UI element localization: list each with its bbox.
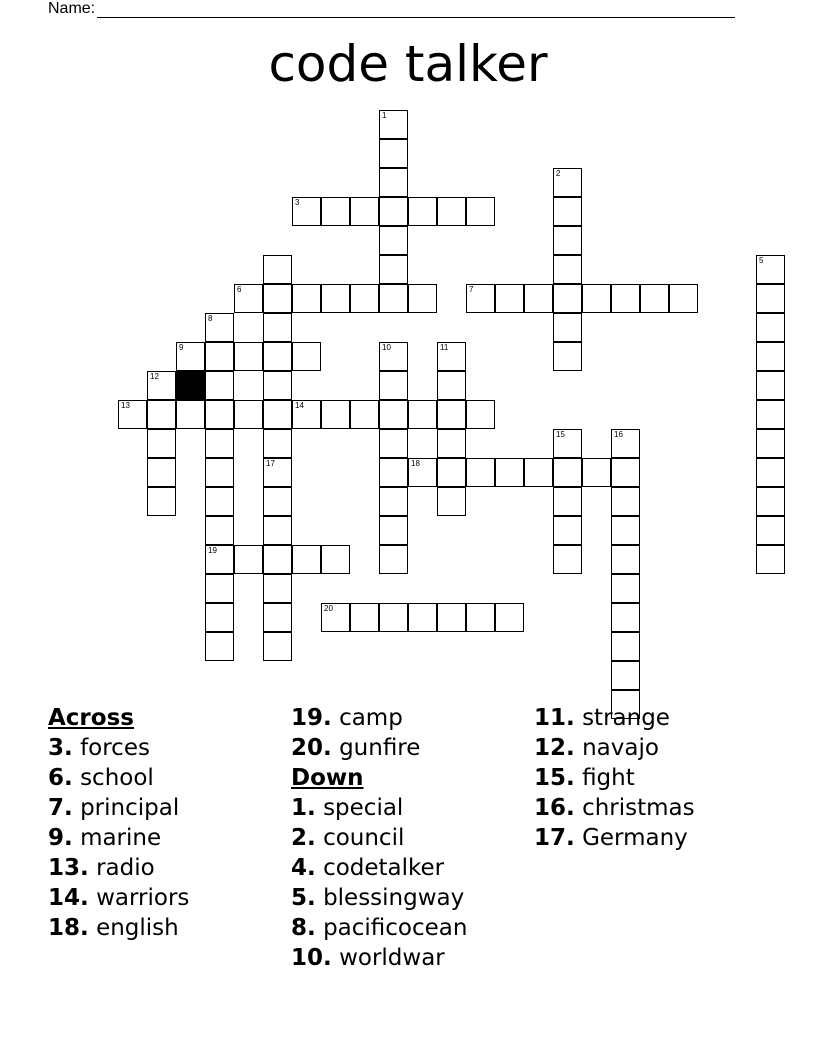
grid-cell[interactable] — [611, 545, 640, 574]
grid-cell[interactable] — [495, 458, 524, 487]
grid-cell[interactable] — [176, 400, 205, 429]
grid-cell[interactable] — [466, 458, 495, 487]
clue-text: forces — [80, 735, 150, 761]
grid-cell[interactable] — [495, 603, 524, 632]
grid-cell[interactable] — [147, 487, 176, 516]
clue-number: 1 — [382, 111, 387, 120]
clue-number: 6 — [237, 285, 242, 294]
grid-cell[interactable] — [263, 313, 292, 342]
clue-text: school — [80, 765, 154, 791]
clue-label-number: 1. — [291, 795, 316, 821]
clue-text: blessingway — [323, 885, 465, 911]
grid-cell[interactable] — [437, 371, 466, 400]
clue-number: 14 — [295, 401, 304, 410]
grid-cell[interactable] — [611, 516, 640, 545]
grid-cell[interactable] — [524, 458, 553, 487]
clue-text: gunfire — [339, 735, 421, 761]
grid-cell[interactable] — [553, 458, 582, 487]
grid-cell[interactable] — [147, 400, 176, 429]
down-clue — [534, 703, 695, 733]
down-clue — [291, 913, 467, 943]
clue-label-number: 12. — [534, 735, 575, 761]
grid-cell[interactable] — [611, 284, 640, 313]
grid-cell[interactable] — [205, 429, 234, 458]
grid-cell[interactable] — [437, 603, 466, 632]
clue-text: warriors — [96, 885, 190, 911]
grid-cell[interactable] — [205, 574, 234, 603]
grid-cell[interactable] — [466, 284, 495, 313]
clue-number: 17 — [266, 459, 275, 468]
grid-cell[interactable] — [263, 516, 292, 545]
grid-cell[interactable] — [553, 487, 582, 516]
grid-cell[interactable] — [292, 400, 321, 429]
grid-cell[interactable] — [234, 342, 263, 371]
grid-cell[interactable] — [205, 313, 234, 342]
grid-cell[interactable] — [234, 400, 263, 429]
grid-cell[interactable] — [234, 545, 263, 574]
grid-cell[interactable] — [611, 603, 640, 632]
grid-cell[interactable] — [379, 168, 408, 197]
grid-cell[interactable] — [437, 429, 466, 458]
grid-cell[interactable] — [292, 342, 321, 371]
grid-cell[interactable] — [756, 516, 785, 545]
grid-cell[interactable] — [756, 371, 785, 400]
across-clue — [291, 703, 467, 733]
clue-label-number: 6. — [48, 765, 73, 791]
across-clue — [48, 883, 189, 913]
grid-cell[interactable] — [437, 342, 466, 371]
across-clue — [48, 793, 189, 823]
grid-cell[interactable] — [205, 603, 234, 632]
grid-cell[interactable] — [379, 139, 408, 168]
grid-cell[interactable] — [582, 284, 611, 313]
grid-cell[interactable] — [205, 487, 234, 516]
clue-column-3 — [534, 703, 695, 853]
grid-cell[interactable] — [553, 284, 582, 313]
grid-cell[interactable] — [582, 458, 611, 487]
grid-cell[interactable] — [553, 516, 582, 545]
grid-cell[interactable] — [756, 487, 785, 516]
grid-cell[interactable] — [756, 255, 785, 284]
down-clue — [291, 853, 467, 883]
grid-cell[interactable] — [263, 632, 292, 661]
clue-number: 7 — [469, 285, 474, 294]
grid-cell[interactable] — [263, 458, 292, 487]
grid-cell[interactable] — [379, 603, 408, 632]
grid-cell[interactable] — [553, 429, 582, 458]
grid-cell[interactable] — [611, 429, 640, 458]
grid-cell[interactable] — [205, 342, 234, 371]
clue-label-number: 2. — [291, 825, 316, 851]
clue-number: 18 — [411, 459, 420, 468]
grid-cell[interactable] — [147, 429, 176, 458]
clue-label-number: 11. — [534, 705, 575, 731]
clue-text: christmas — [582, 795, 695, 821]
grid-cell[interactable] — [205, 371, 234, 400]
grid-cell[interactable] — [756, 342, 785, 371]
grid-cell[interactable] — [263, 487, 292, 516]
grid-cell[interactable] — [263, 342, 292, 371]
grid-cell[interactable] — [611, 632, 640, 661]
grid-cell[interactable] — [553, 313, 582, 342]
down-clue — [291, 943, 467, 973]
grid-cell[interactable] — [350, 284, 379, 313]
grid-cell[interactable] — [756, 458, 785, 487]
clue-text: principal — [80, 795, 180, 821]
down-clue — [534, 763, 695, 793]
grid-cell[interactable] — [756, 400, 785, 429]
clue-label-number: 19. — [291, 705, 332, 731]
grid-cell[interactable] — [350, 603, 379, 632]
down-heading: Down — [291, 765, 364, 791]
grid-cell[interactable] — [321, 545, 350, 574]
grid-cell[interactable] — [205, 545, 234, 574]
grid-cell[interactable] — [263, 400, 292, 429]
clue-label-number: 13. — [48, 855, 89, 881]
clue-text: fight — [582, 765, 635, 791]
grid-cell[interactable] — [553, 342, 582, 371]
clue-text: english — [96, 915, 179, 941]
grid-cell[interactable] — [437, 400, 466, 429]
across-clue — [48, 913, 189, 943]
grid-cell[interactable] — [466, 197, 495, 226]
grid-cell[interactable] — [147, 458, 176, 487]
grid-cell[interactable] — [611, 458, 640, 487]
page-title: code talker — [268, 35, 548, 93]
down-clue — [291, 823, 467, 853]
grid-cell[interactable] — [524, 284, 553, 313]
grid-cell[interactable] — [553, 226, 582, 255]
clue-label-number: 3. — [48, 735, 73, 761]
grid-cell[interactable] — [379, 371, 408, 400]
clue-number: 5 — [759, 256, 764, 265]
grid-cell[interactable] — [756, 284, 785, 313]
grid-cell[interactable] — [379, 400, 408, 429]
clue-number: 3 — [295, 198, 300, 207]
grid-cell[interactable] — [234, 284, 263, 313]
grid-cell[interactable] — [292, 197, 321, 226]
clue-column-1 — [48, 703, 189, 943]
grid-cell[interactable] — [205, 400, 234, 429]
clue-number: 12 — [150, 372, 159, 381]
clue-label-number: 20. — [291, 735, 332, 761]
grid-cell[interactable] — [379, 284, 408, 313]
down-clue — [534, 793, 695, 823]
across-clue — [291, 733, 467, 763]
grid-cell[interactable] — [292, 284, 321, 313]
grid-cell[interactable] — [379, 226, 408, 255]
clue-text: special — [323, 795, 404, 821]
across-clue — [48, 733, 189, 763]
grid-cell[interactable] — [408, 603, 437, 632]
clue-label-number: 10. — [291, 945, 332, 971]
grid-cell[interactable] — [321, 400, 350, 429]
clue-text: strange — [582, 705, 670, 731]
grid-cell[interactable] — [321, 284, 350, 313]
grid-cell[interactable] — [321, 197, 350, 226]
grid-cell[interactable] — [553, 255, 582, 284]
grid-cell[interactable] — [640, 284, 669, 313]
clue-label-number: 15. — [534, 765, 575, 791]
grid-cell[interactable] — [379, 487, 408, 516]
grid-cell[interactable] — [553, 545, 582, 574]
clue-text: codetalker — [323, 855, 445, 881]
clue-text: navajo — [582, 735, 659, 761]
down-clue — [534, 733, 695, 763]
clue-number: 20 — [324, 604, 333, 613]
clue-label-number: 8. — [291, 915, 316, 941]
grid-cell[interactable] — [756, 545, 785, 574]
grid-cell[interactable] — [669, 284, 698, 313]
grid-cell[interactable] — [611, 574, 640, 603]
clue-number: 13 — [121, 401, 130, 410]
name-label: Name: — [48, 0, 96, 17]
clue-text: worldwar — [339, 945, 445, 971]
grid-cell[interactable] — [437, 487, 466, 516]
clue-label-number: 4. — [291, 855, 316, 881]
grid-cell[interactable] — [408, 197, 437, 226]
grid-cell[interactable] — [379, 255, 408, 284]
grid-cell[interactable] — [176, 342, 205, 371]
clue-number: 11 — [440, 343, 449, 352]
clue-label-number: 16. — [534, 795, 575, 821]
grid-cell[interactable] — [263, 545, 292, 574]
grid-cell[interactable] — [437, 197, 466, 226]
grid-cell[interactable] — [205, 516, 234, 545]
clue-number: 9 — [179, 343, 184, 352]
clue-number: 2 — [556, 169, 561, 178]
grid-cell[interactable] — [379, 458, 408, 487]
grid-cell[interactable] — [147, 371, 176, 400]
grid-cell[interactable] — [263, 429, 292, 458]
grid-cell[interactable] — [379, 197, 408, 226]
across-heading: Across — [48, 705, 134, 731]
grid-cell[interactable] — [466, 603, 495, 632]
across-clue — [48, 853, 189, 883]
clue-label-number: 18. — [48, 915, 89, 941]
grid-cell[interactable] — [379, 429, 408, 458]
clue-label-number: 17. — [534, 825, 575, 851]
grid-cell[interactable] — [466, 400, 495, 429]
grid-cell[interactable] — [756, 313, 785, 342]
grid-cell[interactable] — [263, 371, 292, 400]
clue-number: 10 — [382, 343, 391, 352]
clue-label-number: 7. — [48, 795, 73, 821]
grid-cell[interactable] — [350, 197, 379, 226]
clue-number: 16 — [614, 430, 623, 439]
grid-cell[interactable] — [205, 632, 234, 661]
grid-cell[interactable] — [408, 400, 437, 429]
clue-label-number: 5. — [291, 885, 316, 911]
grid-cell[interactable] — [263, 574, 292, 603]
grid-cell[interactable] — [263, 284, 292, 313]
clue-column-2 — [291, 703, 467, 973]
clue-label-number: 9. — [48, 825, 73, 851]
clue-label-number: 14. — [48, 885, 89, 911]
grid-cell[interactable] — [408, 458, 437, 487]
grid-block — [176, 371, 205, 400]
grid-cell[interactable] — [379, 545, 408, 574]
across-clue — [48, 823, 189, 853]
grid-cell[interactable] — [321, 603, 350, 632]
grid-cell[interactable] — [553, 168, 582, 197]
down-clue — [534, 823, 695, 853]
grid-cell[interactable] — [408, 284, 437, 313]
clue-text: radio — [96, 855, 155, 881]
clue-number: 15 — [556, 430, 565, 439]
clue-text: pacificocean — [323, 915, 468, 941]
grid-cell[interactable] — [756, 429, 785, 458]
clue-text: Germany — [582, 825, 688, 851]
clue-text: council — [323, 825, 405, 851]
down-clue — [291, 793, 467, 823]
clue-text: marine — [80, 825, 162, 851]
clue-number: 8 — [208, 314, 213, 323]
grid-cell[interactable] — [292, 545, 321, 574]
clue-text: camp — [339, 705, 403, 731]
grid-cell[interactable] — [437, 458, 466, 487]
down-clue — [291, 883, 467, 913]
grid-cell[interactable] — [379, 110, 408, 139]
across-clue — [48, 763, 189, 793]
grid-cell[interactable] — [263, 255, 292, 284]
grid-cell[interactable] — [611, 487, 640, 516]
grid-cell[interactable] — [379, 516, 408, 545]
grid-cell[interactable] — [205, 458, 234, 487]
grid-cell[interactable] — [263, 603, 292, 632]
grid-cell[interactable] — [118, 400, 147, 429]
grid-cell[interactable] — [379, 342, 408, 371]
grid-cell[interactable] — [553, 197, 582, 226]
clue-number: 19 — [208, 546, 217, 555]
grid-cell[interactable] — [350, 400, 379, 429]
grid-cell[interactable] — [611, 661, 640, 690]
grid-cell[interactable] — [495, 284, 524, 313]
